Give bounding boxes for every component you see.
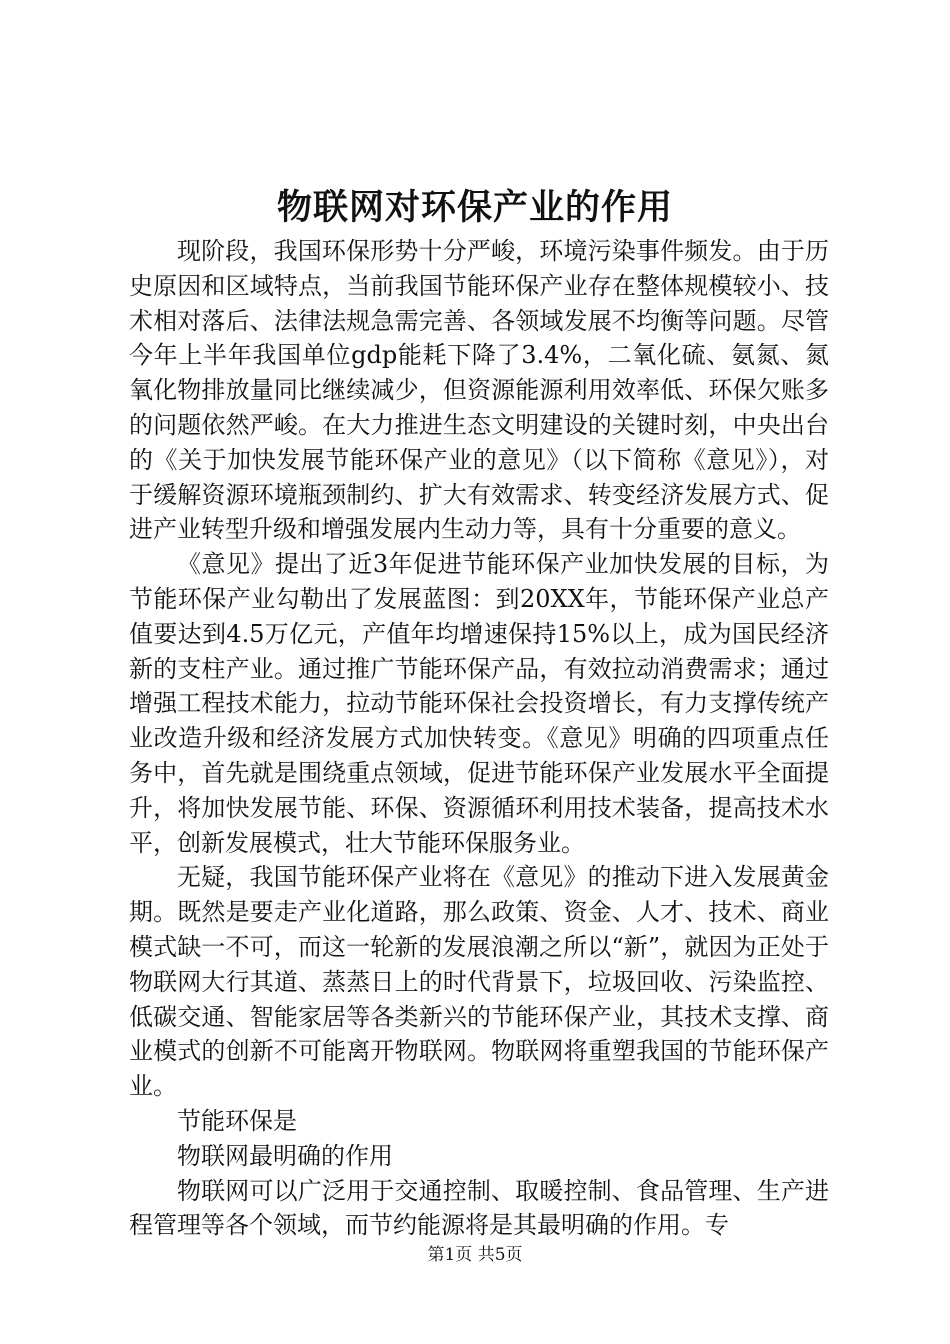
- section-heading-line-2: 物联网最明确的作用: [177, 1141, 393, 1170]
- document-body: [129, 234, 829, 1243]
- paragraph-2: 《意见》提出了近3年促进节能环保产业加快发展的目标，为节能环保产业勾勒出了发展蓝图：到20XX年，节能环保产业总产值要达到4.5万亿元，产值年均增速保持15%以上，成为国民经济新的支柱产业。通过推广节能环保产品，有效拉动消费需求；通过增强工程技术能力，拉动节能环保社会投资增长，有力支撑传统产业改造升级和经济发展方式加快转变。《意见》明确的四项重点任务中，首先就是围绕重点领域，促进节能环保产业发展水平全面提升，将加快发展节能、环保、资源循环利用技术装备，提高技术水平，创新发展模式，壮大节能环保服务业。: [129, 550, 829, 857]
- paragraph-4: 物联网可以广泛用于交通控制、取暖控制、食品管理、生产进程管理等各个领域，而节约能源将是其最明确的作用。专: [129, 1176, 829, 1240]
- paragraph-1: 现阶段，我国环保形势十分严峻，环境污染事件频发。由于历史原因和区域特点，当前我国节能环保产业存在整体规模较小、技术相对落后、法律法规急需完善、各领域发展不均衡等问题。尽管今年上半年我国单位gdp能耗下降了3.4%，二氧化硫、氨氮、氮氧化物排放量同比继续减少，但资源能源利用效率低、环保欠账多的问题依然严峻。在大力推进生态文明建设的关键时刻，中央出台的《关于加快发展节能环保产业的意见》（以下简称《意见》），对于缓解资源环境瓶颈制约、扩大有效需求、转变经济发展方式、促进产业转型升级和增强发展内生动力等，具有十分重要的意义。: [129, 237, 829, 544]
- paragraph-3: 无疑，我国节能环保产业将在《意见》的推动下进入发展黄金期。既然是要走产业化道路，那么政策、资金、人才、技术、商业模式缺一不可，而这一轮新的发展浪潮之所以“新”，就因为正处于物联网大行其道、蒸蒸日上的时代背景下，垃圾回收、污染监控、低碳交通、智能家居等各类新兴的节能环保产业，其技术支撑、商业模式的创新不可能离开物联网。物联网将重塑我国的节能环保产业。: [129, 863, 829, 1101]
- page-footer: 第1页 共5页: [427, 1245, 523, 1265]
- section-heading-line-1: 节能环保是: [177, 1106, 297, 1135]
- document-title: 物联网对环保产业的作用: [276, 187, 673, 228]
